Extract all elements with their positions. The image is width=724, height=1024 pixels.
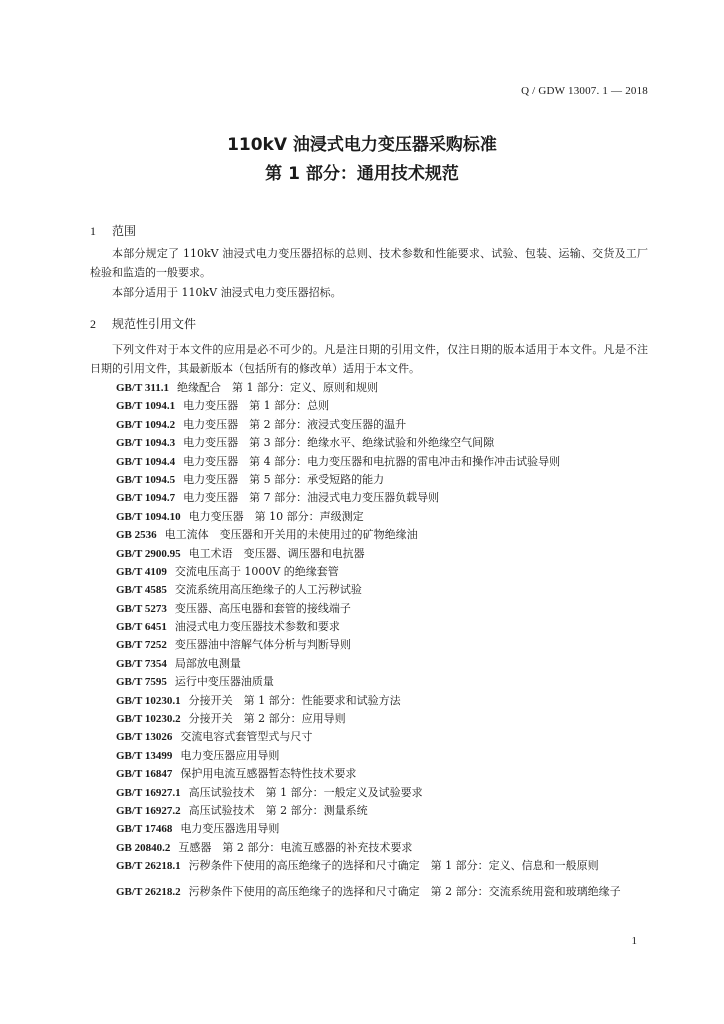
reference-list — [116, 379, 656, 876]
reference-code: GB/T 16927.1 — [116, 786, 181, 799]
reference-item — [116, 765, 656, 783]
reference-title: 绝缘配合 第 1 部分：定义、原则和规则 — [176, 381, 378, 394]
reference-code: GB/T 5273 — [116, 602, 167, 615]
section-number: 2 — [90, 317, 96, 331]
reference-code: GB/T 13499 — [116, 749, 173, 762]
reference-item — [116, 526, 656, 544]
section-1-heading — [90, 222, 136, 239]
reference-item — [116, 820, 656, 838]
reference-title: 变压器油中溶解气体分析与判断导则 — [174, 638, 351, 652]
reference-title: 电力变压器 第 5 部分：承受短路的能力 — [183, 472, 385, 486]
reference-item — [116, 397, 656, 415]
reference-title: 电力变压器 第 7 部分：油浸式电力变压器负载导则 — [183, 491, 440, 505]
reference-title: 电力变压器 第 10 部分：声级测定 — [188, 509, 364, 523]
reference-item — [116, 581, 656, 599]
reference-item — [116, 784, 656, 802]
reference-item — [116, 802, 656, 820]
reference-item — [116, 416, 656, 434]
reference-item — [116, 673, 656, 691]
reference-code: GB/T 1094.2 — [116, 418, 176, 431]
section-2-heading — [90, 315, 196, 332]
reference-code: GB/T 6451 — [116, 621, 167, 634]
reference-title: 分接开关 第 2 部分：应用导则 — [188, 712, 346, 726]
reference-item — [116, 453, 656, 471]
reference-item — [116, 600, 656, 618]
reference-code: GB 20840.2 — [116, 841, 171, 854]
reference-code: GB/T 26218.2 — [116, 886, 181, 898]
reference-title: 交流电容式套管型式与尺寸 — [180, 730, 313, 744]
reference-item — [116, 728, 656, 746]
reference-title: 高压试验技术 第 1 部分：一般定义及试验要求 — [188, 785, 423, 799]
reference-title: 变压器、高压电器和套管的接线端子 — [174, 601, 351, 615]
reference-title: 污秽条件下使用的高压绝缘子的选择和尺寸确定 第 1 部分：定义、信息和一般原则 — [188, 859, 599, 873]
reference-code: GB/T 1094.3 — [116, 437, 176, 450]
reference-item — [116, 618, 656, 636]
reference-title: 电力变压器 第 2 部分：液浸式变压器的温升 — [183, 417, 407, 431]
reference-title: 互感器 第 2 部分：电流互感器的补充技术要求 — [178, 840, 413, 854]
normative-references-intro: 下列文件对于本文件的应用是必不可少的。凡是注日期的引用文件，仅注日期的版本适用于本文件。凡是不注日期的引用文件，其最新版本（包括所有的修改单）适用于本文件。 — [90, 343, 648, 375]
section-title: 规范性引用文件 — [112, 317, 197, 331]
reference-title: 分接开关 第 1 部分：性能要求和试验方法 — [188, 693, 401, 707]
reference-title: 电力变压器选用导则 — [180, 822, 280, 836]
reference-code: GB/T 2900.95 — [116, 547, 181, 560]
section-number: 1 — [90, 224, 96, 238]
reference-title: 油浸式电力变压器技术参数和要求 — [174, 620, 340, 634]
reference-item — [116, 710, 656, 728]
reference-item — [116, 655, 656, 673]
reference-title: 电力变压器 第 3 部分：绝缘水平、绝缘试验和外绝缘空气间隙 — [183, 436, 495, 450]
reference-item — [116, 471, 656, 489]
reference-item — [116, 545, 656, 563]
reference-code: GB/T 16927.2 — [116, 804, 181, 817]
reference-item — [116, 839, 656, 857]
reference-item — [116, 692, 656, 710]
reference-title: 电工术语 变压器、调压器和电抗器 — [188, 546, 365, 560]
reference-title: 电力变压器 第 4 部分：电力变压器和电抗器的雷电冲击和操作冲击试验导则 — [183, 454, 561, 468]
reference-title: 保护用电流互感器暂态特性技术要求 — [180, 767, 357, 781]
scope-paragraph-2: 本部分适用于 110kV 油浸式电力变压器招标。 — [112, 286, 342, 299]
reference-title: 电力变压器应用导则 — [180, 748, 280, 762]
reference-item — [116, 563, 656, 581]
reference-code: GB/T 16847 — [116, 768, 173, 781]
document-title-line-1: 110kV 油浸式电力变压器采购标准 — [227, 135, 497, 155]
reference-title: 高压试验技术 第 2 部分：测量系统 — [188, 803, 368, 817]
reference-item — [116, 636, 656, 654]
reference-code: GB/T 26218.1 — [116, 860, 181, 873]
section-title: 范围 — [112, 224, 137, 238]
reference-title: 电力变压器 第 1 部分：总则 — [183, 399, 330, 413]
reference-code: GB/T 4585 — [116, 584, 167, 597]
document-title-line-2: 第 1 部分：通用技术规范 — [265, 164, 459, 184]
reference-item — [116, 379, 656, 397]
reference-item — [116, 747, 656, 765]
reference-title: 运行中变压器油质量 — [174, 675, 274, 689]
reference-title: 交流电压高于 1000V 的绝缘套管 — [174, 564, 339, 578]
reference-item — [116, 857, 656, 875]
reference-code: GB/T 7252 — [116, 639, 167, 652]
reference-code: GB/T 1094.10 — [116, 510, 181, 523]
reference-code: GB/T 1094.1 — [116, 400, 176, 413]
reference-title: 电工流体 变压器和开关用的未使用过的矿物绝缘油 — [164, 528, 418, 542]
reference-code: GB/T 7354 — [116, 657, 167, 670]
reference-code: GB 2536 — [116, 529, 157, 542]
reference-code: GB/T 311.1 — [116, 382, 169, 394]
reference-title: 局部放电测量 — [174, 656, 241, 670]
page-number: 1 — [631, 935, 637, 947]
reference-code: GB/T 7595 — [116, 676, 167, 689]
reference-code: GB/T 1094.7 — [116, 492, 176, 505]
reference-title: 交流系统用高压绝缘子的人工污秽试验 — [174, 583, 362, 597]
reference-code: GB/T 10230.2 — [116, 713, 181, 726]
reference-title: 污秽条件下使用的高压绝缘子的选择和尺寸确定 第 2 部分：交流系统用瓷和玻璃绝缘子 — [188, 885, 621, 898]
reference-code: GB/T 17468 — [116, 823, 173, 836]
reference-item — [116, 434, 656, 452]
scope-paragraph-1: 本部分规定了 110kV 油浸式电力变压器招标的总则、技术参数和性能要求、试验、包装、运输、交货及工厂检验和监造的一般要求。 — [90, 247, 648, 279]
reference-code: GB/T 1094.5 — [116, 473, 176, 486]
reference-code: GB/T 13026 — [116, 731, 173, 744]
reference-item-last — [90, 883, 650, 901]
reference-code: GB/T 10230.1 — [116, 694, 181, 707]
reference-code: GB/T 1094.4 — [116, 455, 176, 468]
standard-code: Q / GDW 13007. 1 — 2018 — [521, 85, 648, 97]
reference-item — [116, 489, 656, 507]
reference-item — [116, 508, 656, 526]
reference-code: GB/T 4109 — [116, 565, 167, 578]
